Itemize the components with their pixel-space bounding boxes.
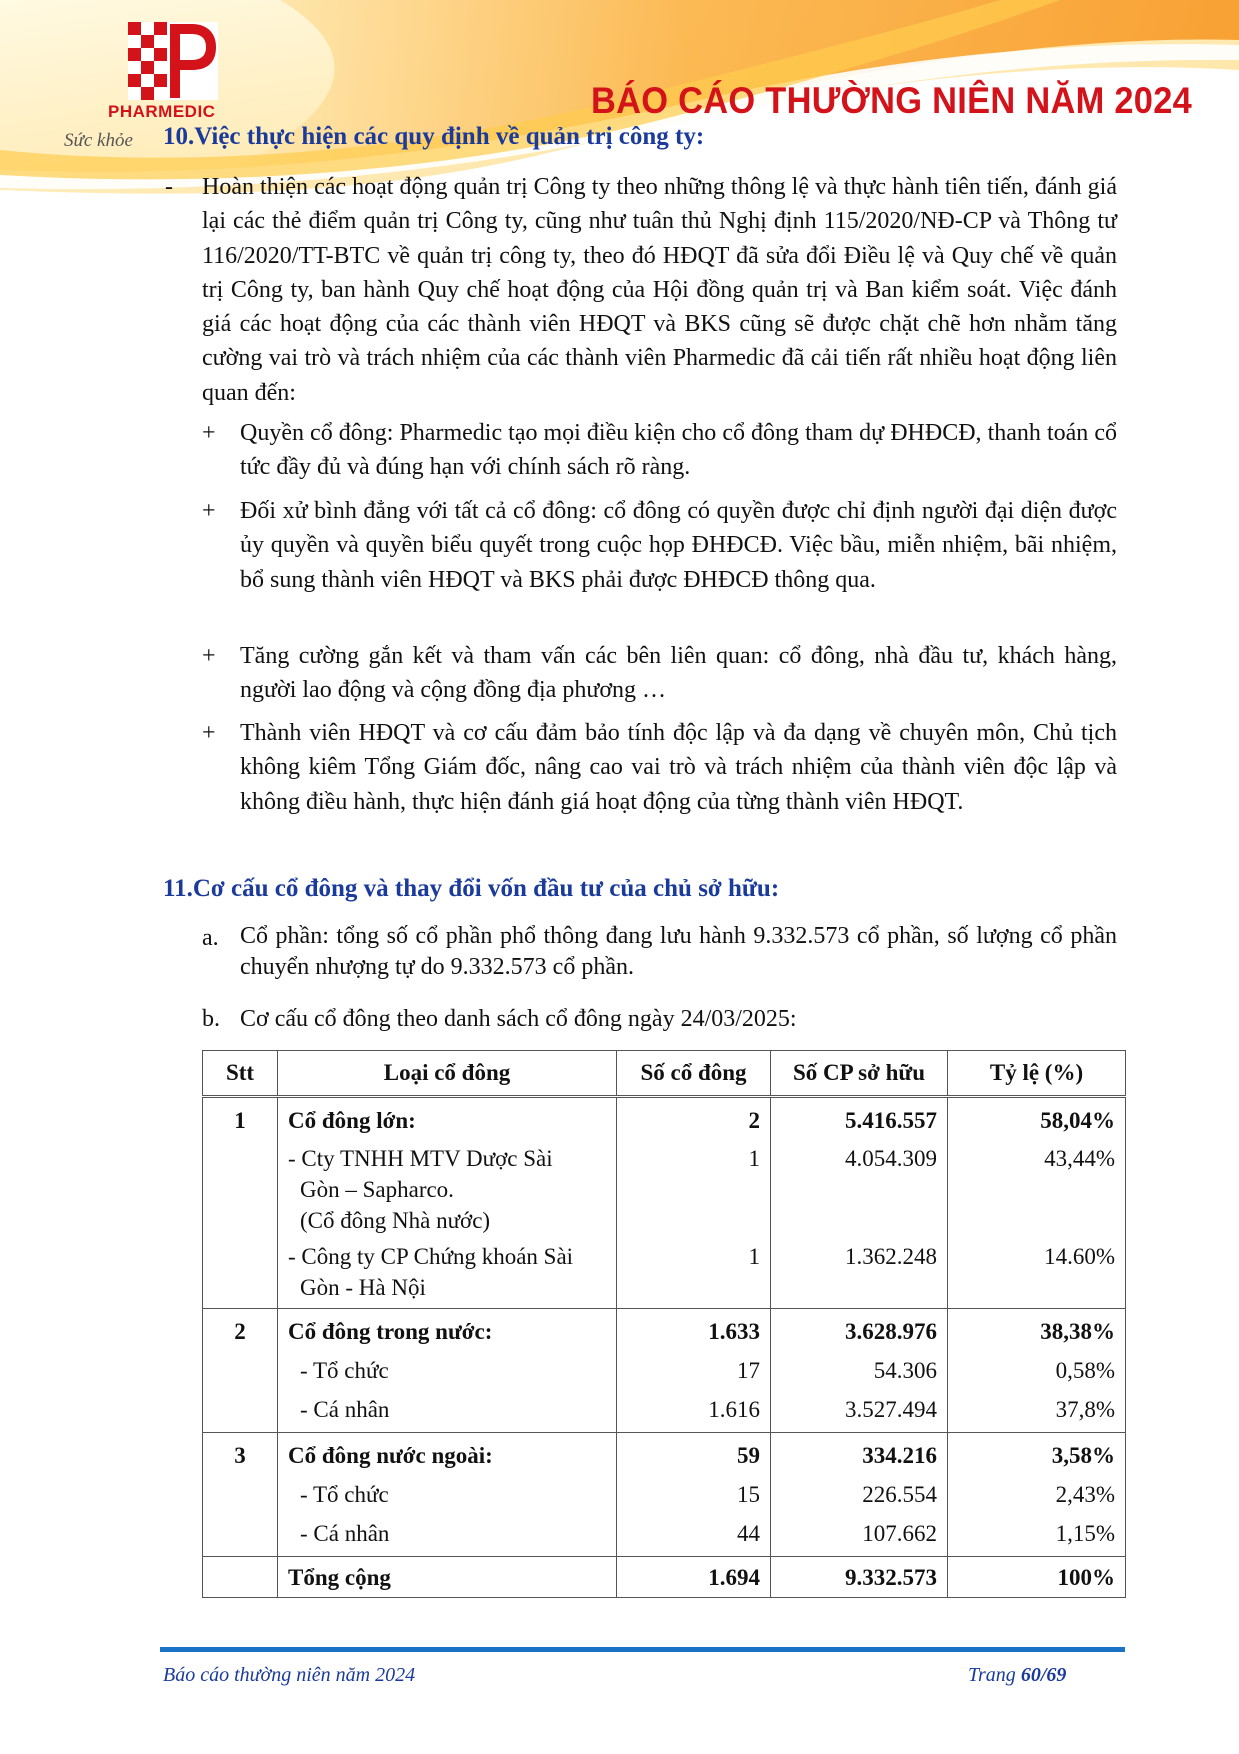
bullet-shareholder-rights: Quyền cổ đông: Pharmedic tạo mọi điều kiện cho cổ đông tham dự ĐHĐCĐ, thanh toán cổ tức đầy đủ và đúng hạn với chính sách rõ ràng. <box>240 420 1117 481</box>
page-label: Trang <box>968 1664 1016 1686</box>
bullet-stakeholders: Tăng cường gắn kết và tham vấn các bên liên quan: cổ đông, nhà đầu tư, khách hàng, người lao động và cộng đồng địa phương … <box>240 643 1117 704</box>
brand-name: PHARMEDIC <box>108 102 216 121</box>
row-stt: 2 <box>203 1309 278 1433</box>
item-b-marker: b. <box>202 1006 220 1032</box>
row-stt: 3 <box>203 1433 278 1557</box>
row-stt: 1 <box>203 1097 278 1309</box>
row-pct: 38,38% 0,58% 37,8% <box>948 1309 1126 1433</box>
bullet-marker: + <box>202 720 216 746</box>
col-header-type: Loại cổ đông <box>278 1051 617 1097</box>
item-a-marker: a. <box>202 925 219 951</box>
total-stt <box>203 1557 278 1598</box>
row-shares: 334.216 226.554 107.662 <box>771 1433 948 1557</box>
row-shares: 3.628.976 54.306 3.527.494 <box>771 1309 948 1433</box>
footer-report-name: Báo cáo thường niên năm 2024 <box>163 1664 416 1686</box>
bullet-marker: + <box>202 498 216 524</box>
bullet-equal-treatment: Đối xử bình đẳng với tất cả cổ đông: cổ đông có quyền được chỉ định người đại diện được ủy quyền và quyền biểu quyết trong cuộc họp ĐHĐCĐ. Việc bầu, miễn nhiệm, bãi nhiệm, bổ sung thành viên HĐQT và BKS phải được ĐHĐCĐ thông qua. <box>240 498 1117 593</box>
report-title: BÁO CÁO THƯỜNG NIÊN NĂM 2024 <box>591 80 1193 121</box>
total-label: Tổng cộng <box>278 1557 617 1598</box>
section-11-heading: 11.Cơ cấu cổ đông và thay đổi vốn đầu tư của chủ sở hữu: <box>163 875 780 902</box>
section-10-intro: Hoàn thiện các hoạt động quản trị Công ty theo những thông lệ và thực hành tiên tiến, đánh giá lại các thẻ điểm quản trị Công ty, cũng như tuân thủ Nghị định 115/2020/NĐ-CP và Thông tư 116/2020/TT-BTC về quản trị công ty, theo đó HĐQT đã sửa đổi Điều lệ và Quy chế về quản trị Công ty, ban hành Quy chế hoạt động của Hội đồng quản trị và Ban kiểm soát. Việc đánh giá các hoạt động của các thành viên HĐQT và BKS cũng sẽ được chặt chẽ hơn nhằm tăng cường vai trò và trách nhiệm của các thành viên Pharmedic đã cải tiến rất nhiều hoạt động liên quan đến: <box>202 174 1117 406</box>
table-row <box>203 1433 1126 1557</box>
total-shares: 9.332.573 <box>771 1557 948 1598</box>
row-count: 59 15 44 <box>617 1433 771 1557</box>
shareholder-table <box>202 1050 1126 1598</box>
footer-page-number <box>968 1664 1066 1687</box>
row-count: 1.633 17 1.616 <box>617 1309 771 1433</box>
page-value: 60/69 <box>1020 1664 1067 1686</box>
item-b-structure: Cơ cấu cổ đông theo danh sách cổ đông ngày 24/03/2025: <box>240 1006 797 1032</box>
item-a-shares: Cổ phần: tổng số cổ phần phổ thông đang lưu hành 9.332.573 cổ phần, số lượng cổ phần chuyển nhượng tự do 9.332.573 cổ phần. <box>240 923 1117 980</box>
bullet-marker: + <box>202 643 216 669</box>
row-pct: 3,58% 2,43% 1,15% <box>948 1433 1126 1557</box>
col-header-count: Số cổ đông <box>617 1051 771 1097</box>
col-header-pct: Tỷ lệ (%) <box>948 1051 1126 1097</box>
row-type: Cổ đông lớn: - Cty TNHH MTV Dược Sài Gòn – Sapharco. (Cổ đông Nhà nước) - Công ty CP Chứng khoán Sài Gòn - Hà Nội <box>278 1097 617 1309</box>
total-count: 1.694 <box>617 1557 771 1598</box>
total-pct: 100% <box>948 1557 1126 1598</box>
bullet-board-structure: Thành viên HĐQT và cơ cấu đảm bảo tính độc lập và đa dạng về chuyên môn, Chủ tịch không kiêm Tổng Giám đốc, nâng cao vai trò và trách nhiệm của thành viên độc lập và không điều hành, thực hiện đánh giá hoạt động của từng thành viên HĐQT. <box>240 720 1117 815</box>
row-type: Cổ đông nước ngoài: - Tổ chức - Cá nhân <box>278 1433 617 1557</box>
bullet-marker: + <box>202 420 216 446</box>
pharmedic-logo <box>128 22 218 100</box>
table-row <box>203 1309 1126 1433</box>
footer-divider <box>160 1647 1125 1652</box>
row-shares: 5.416.557 4.054.309 1.362.248 <box>771 1097 948 1309</box>
intro-marker: - <box>165 174 173 200</box>
row-type: Cổ đông trong nước: - Tổ chức - Cá nhân <box>278 1309 617 1433</box>
table-header-row <box>203 1051 1126 1097</box>
section-10-heading: 10.Việc thực hiện các quy định về quản trị công ty: <box>163 123 705 150</box>
row-pct: 58,04% 43,44% 14.60% <box>948 1097 1126 1309</box>
brand-slogan: Sức khỏe <box>64 130 133 151</box>
col-header-stt: Stt <box>203 1051 278 1097</box>
table-row <box>203 1097 1126 1309</box>
row-count: 2 1 1 <box>617 1097 771 1309</box>
table-total-row <box>203 1557 1126 1598</box>
col-header-shares: Số CP sở hữu <box>771 1051 948 1097</box>
